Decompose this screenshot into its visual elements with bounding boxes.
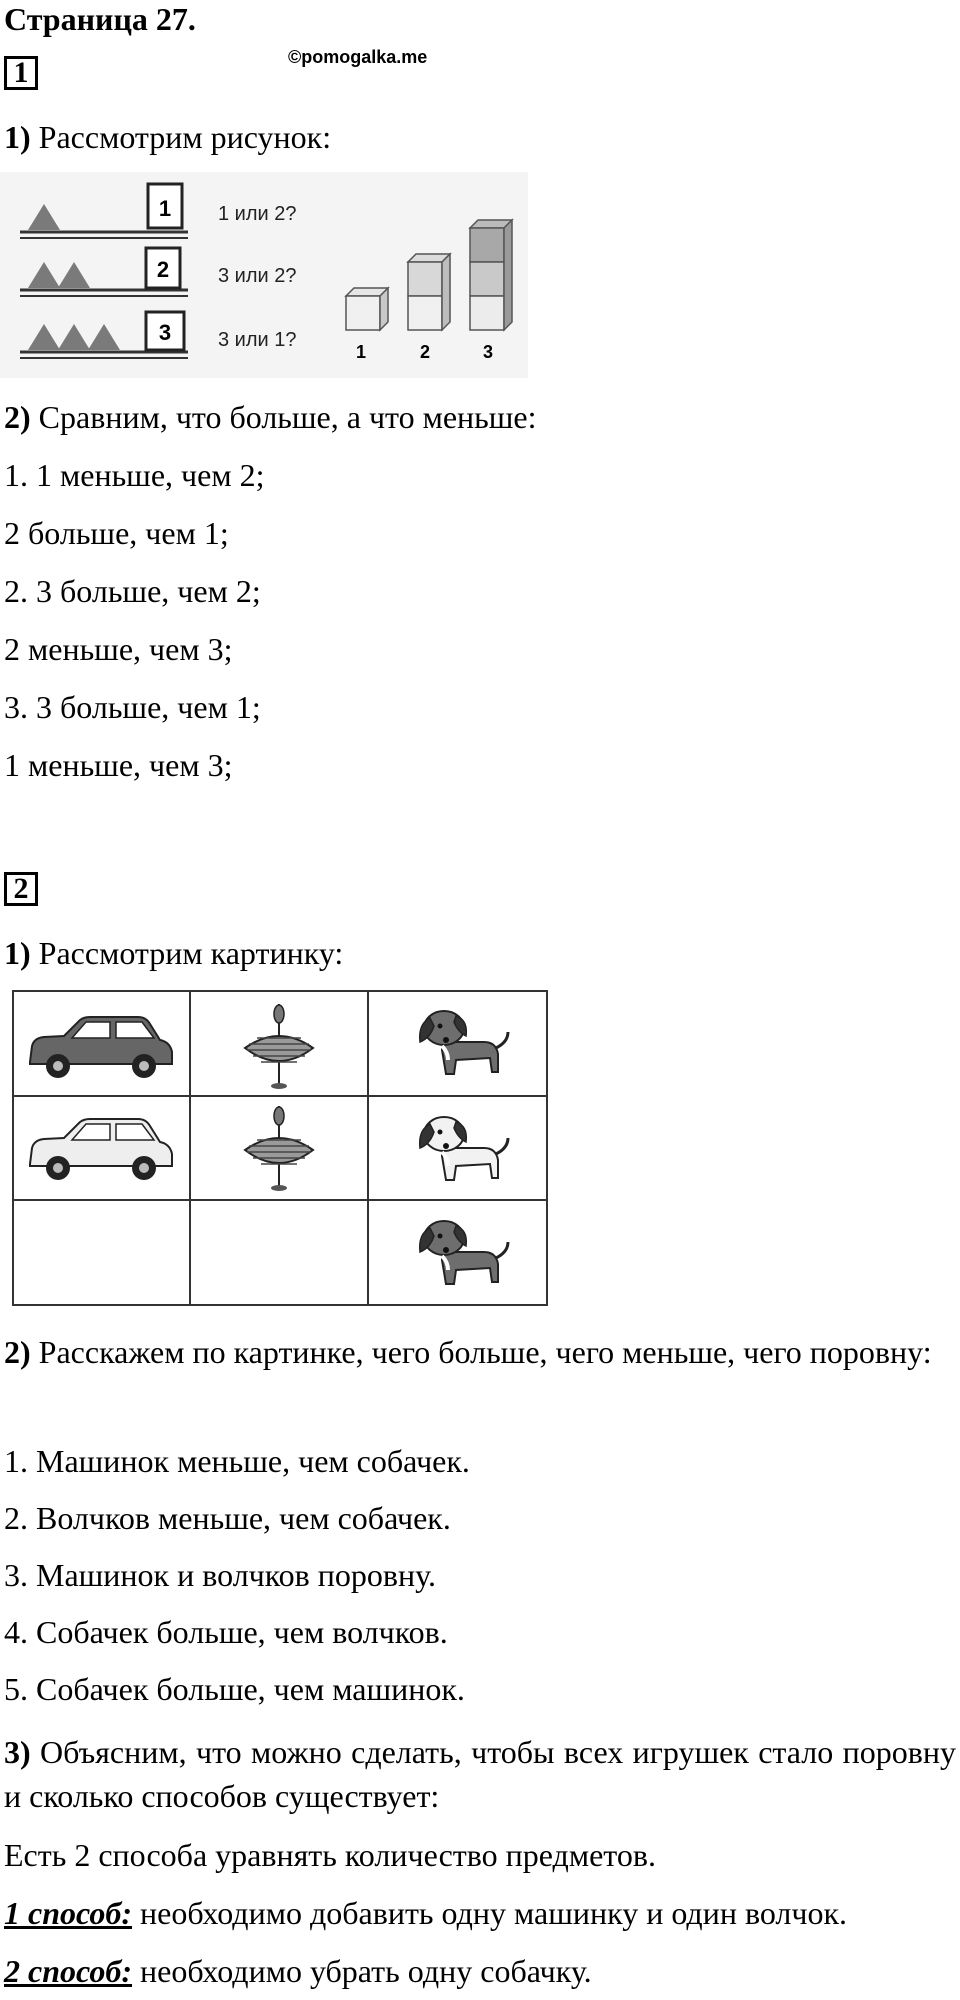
part-3-intro: Есть 2 способа уравнять количество предметов. (4, 1837, 656, 1873)
answer-line: 5. Собачек больше, чем машинок. (4, 1671, 465, 1707)
task-2-part-3-text: Объясним, что можно сделать, чтобы всех игрушек стало поровну и сколько способов существует: (4, 1734, 956, 1814)
answer-line: 3. 3 больше, чем 1; (4, 689, 261, 725)
answer-line: 3. Машинок и волчков поровну. (4, 1557, 436, 1593)
answer-line: 2 больше, чем 1; (4, 515, 229, 551)
triangle-icon (58, 324, 90, 350)
way-1-text: необходимо добавить одну машинку и один волчок. (132, 1895, 848, 1931)
answer-line: 2 меньше, чем 3; (4, 631, 233, 667)
dog-light-icon (420, 1117, 508, 1180)
box-label: 3 (158, 320, 172, 345)
shapes-figure-svg (0, 172, 528, 378)
task-2-part-1-text: Рассмотрим картинку: (30, 935, 344, 971)
task-1-part-1-num: 1) (4, 119, 31, 155)
way-1 (4, 1894, 847, 1932)
task-1-number: 1 (4, 56, 38, 90)
question-text: 1 или 2? (218, 203, 297, 225)
triangle-icon (28, 324, 60, 350)
page-title: Страница 27. (4, 1, 196, 37)
task-2-part-3-num: 3) (4, 1734, 31, 1770)
task-1-part-1 (4, 118, 331, 156)
answer-line: 2. 3 больше, чем 2; (4, 573, 261, 609)
task-1-part-1-text: Рассмотрим рисунок: (30, 119, 332, 155)
way-2 (4, 1952, 592, 1990)
way-2-text: необходимо убрать одну собачку. (132, 1953, 592, 1989)
car-light-icon (30, 1119, 172, 1180)
dog-dark-icon (420, 1011, 508, 1074)
cube-label: 3 (482, 342, 494, 362)
task-2-part-2 (4, 1330, 956, 1374)
task-2-number: 2 (4, 872, 38, 906)
answer-line: 2. Волчков меньше, чем собачек. (4, 1500, 451, 1536)
car-dark-icon (30, 1017, 172, 1078)
cube-stack-3 (470, 220, 512, 330)
answer-line: 4. Собачек больше, чем волчков. (4, 1614, 448, 1650)
box-label: 2 (156, 257, 170, 282)
task-1-part-2-num: 2) (4, 399, 31, 435)
question-text: 3 или 1? (218, 329, 297, 351)
shapes-figure (0, 172, 528, 378)
task-2-part-3 (4, 1730, 956, 1818)
toys-grid-svg (12, 990, 552, 1310)
triangle-icon (58, 262, 90, 288)
question-text: 3 или 2? (218, 265, 297, 287)
cube-stack-2 (408, 254, 450, 330)
task-1-part-2-text: Сравним, что больше, а что меньше: (30, 399, 537, 435)
cube-label: 1 (355, 342, 367, 362)
watermark: ©pomogalka.me (288, 47, 428, 67)
task-2-part-2-text: Расскажем по картинке, чего больше, чего меньше, чего поровну: (30, 1334, 932, 1370)
toys-grid (12, 990, 552, 1310)
spinning-top-icon (245, 1106, 313, 1191)
triangle-icon (28, 262, 60, 288)
task-2-part-1-num: 1) (4, 935, 31, 971)
task-2-part-2-num: 2) (4, 1334, 31, 1370)
way-2-label: 2 способ: (4, 1953, 133, 1989)
way-1-label: 1 способ: (4, 1895, 133, 1931)
triangle-icon (28, 204, 60, 230)
answer-line: 1. 1 меньше, чем 2; (4, 457, 265, 493)
task-2-part-1 (4, 934, 343, 972)
spinning-top-icon (245, 1004, 313, 1089)
box-label: 1 (158, 196, 172, 221)
task-1-part-2 (4, 398, 537, 436)
cube-label: 2 (419, 342, 431, 362)
dog-dark-icon (420, 1221, 508, 1284)
answer-line: 1 меньше, чем 3; (4, 747, 233, 783)
answer-line: 1. Машинок меньше, чем собачек. (4, 1443, 470, 1479)
triangle-icon (88, 324, 120, 350)
cube-stack-1 (346, 288, 388, 330)
